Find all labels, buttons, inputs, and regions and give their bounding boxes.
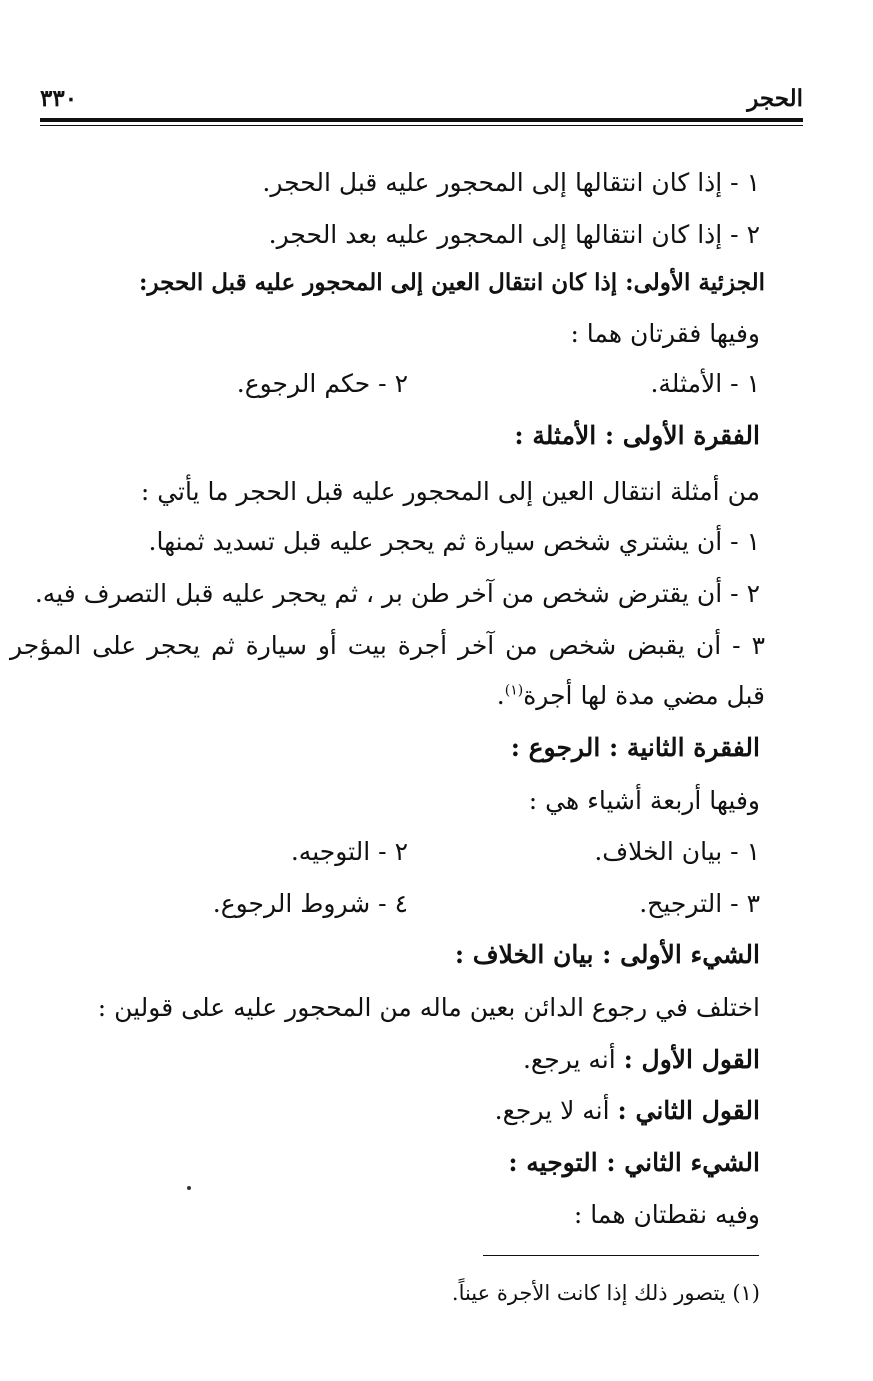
paragraph-line: من أمثلة انتقال العين إلى المحجور عليه قبل الحجر ما يأتي : <box>140 477 760 506</box>
section-heading: الفقرة الثانية : الرجوع : <box>510 733 760 762</box>
paragraph-line: ٣ - أن يقبض شخص من آخر أجرة بيت أو سيارة ثم يحجر على المؤجر <box>10 631 765 660</box>
paragraph-line <box>40 1091 760 1131</box>
list-item: ٢ - التوجيه. <box>290 837 408 866</box>
paragraph-line <box>35 676 765 716</box>
list-item: ٣ - الترجيح. <box>639 889 760 918</box>
paragraph-line: وفيه نقطتان هما : <box>573 1200 760 1229</box>
section-heading: الفقرة الأولى : الأمثلة : <box>514 421 760 450</box>
list-item: ١ - بيان الخلاف. <box>594 837 760 866</box>
line-end: . <box>496 681 505 710</box>
list-item: ١ - الأمثلة. <box>650 369 760 398</box>
section-heading: الشيء الأولى : بيان الخلاف : <box>454 940 760 969</box>
paragraph-line: اختلف في رجوع الدائن بعين ماله من المحجور عليه على قولين : <box>97 993 760 1022</box>
line-label: القول الثاني : <box>617 1096 760 1125</box>
line-text: قبل مضي مدة لها أجرة <box>523 681 765 710</box>
header-rule-thick <box>40 118 803 122</box>
paragraph-line: وفيها أربعة أشياء هي : <box>528 786 760 815</box>
list-row <box>40 364 760 404</box>
paragraph-line: ١ - إذا كان انتقالها إلى المحجور عليه قبل الحجر. <box>262 168 760 197</box>
page-number: ٣٣٠ <box>40 85 78 112</box>
footnote: (١) يتصور ذلك إذا كانت الأجرة عيناً. <box>451 1281 760 1305</box>
list-item: ٤ - شروط الرجوع. <box>212 889 408 918</box>
line-label: القول الأول : <box>623 1045 760 1074</box>
paragraph-line: ٢ - أن يقترض شخص من آخر طن بر ، ثم يحجر عليه قبل التصرف فيه. <box>34 579 760 608</box>
section-heading: الجزئية الأولى: إذا كان انتقال العين إلى المحجور عليه قبل الحجر: <box>138 269 765 296</box>
section-heading: الشيء الثاني : التوجيه : <box>508 1148 760 1177</box>
paragraph-line: ٢ - إذا كان انتقالها إلى المحجور عليه بعد الحجر. <box>268 220 760 249</box>
paragraph-line <box>40 1040 760 1080</box>
speck-mark <box>187 1186 191 1190</box>
paragraph-line: ١ - أن يشتري شخص سيارة ثم يحجر عليه قبل تسديد ثمنها. <box>148 527 760 556</box>
footnote-ref: (١) <box>504 682 524 699</box>
paragraph-line: وفيها فقرتان هما : <box>570 319 760 348</box>
line-text: أنه يرجع. <box>522 1045 616 1074</box>
header-rule-thin <box>40 125 803 126</box>
list-item: ٢ - حكم الرجوع. <box>236 369 408 398</box>
list-row <box>40 832 760 872</box>
list-row <box>40 884 760 924</box>
running-header <box>40 84 803 114</box>
chapter-title: الحجر <box>747 85 803 112</box>
line-text: أنه لا يرجع. <box>494 1096 610 1125</box>
footnote-rule <box>483 1255 759 1256</box>
